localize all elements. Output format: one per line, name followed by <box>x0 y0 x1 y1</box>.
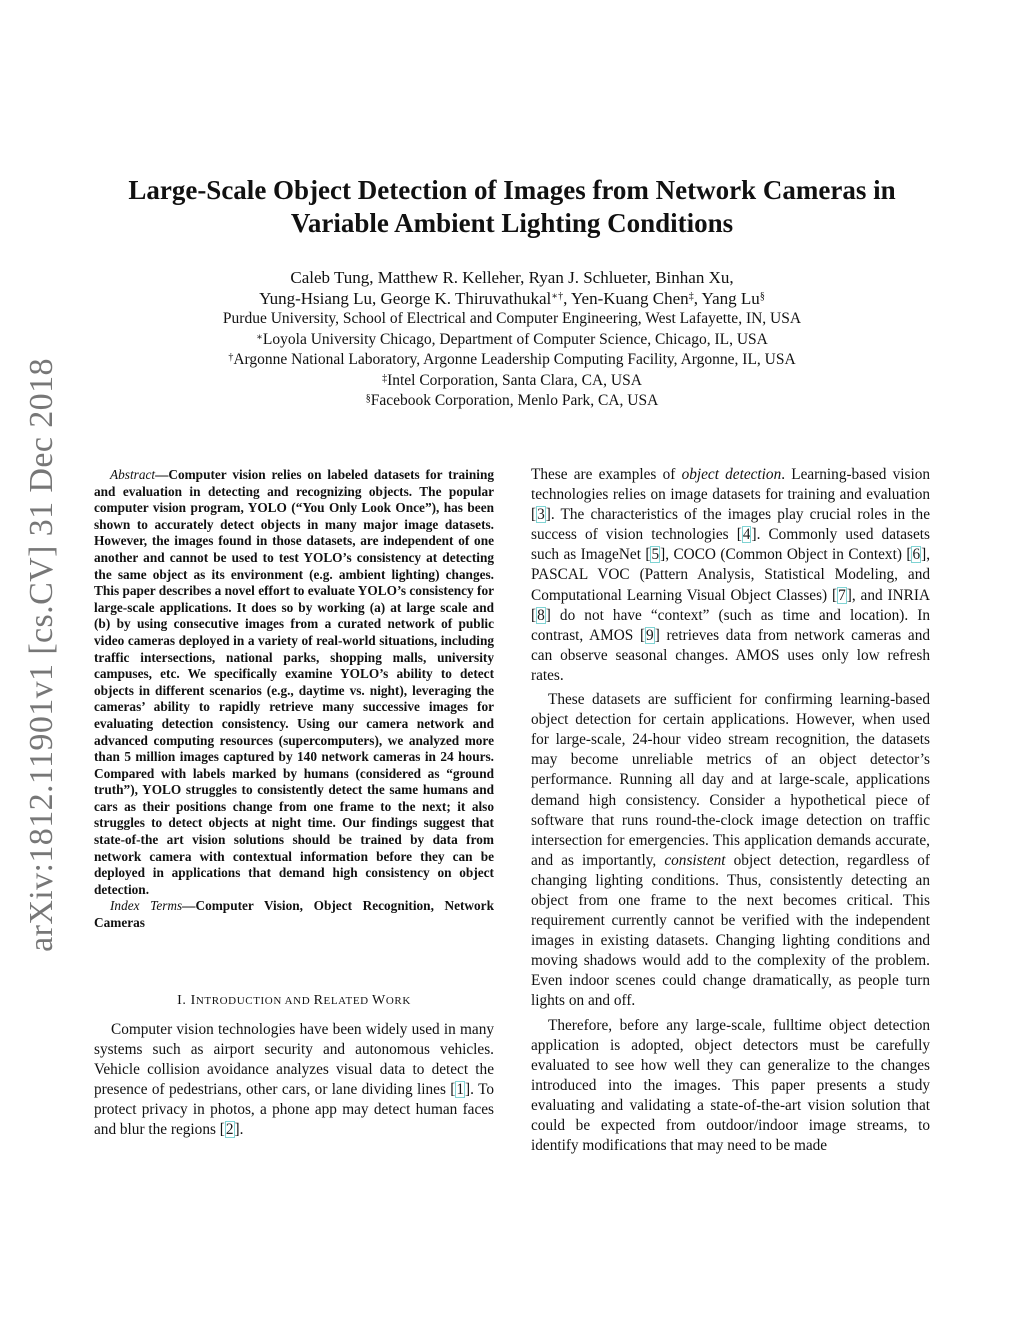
section-title-part: ELATED <box>323 994 373 1007</box>
intro-paragraph-3 <box>531 690 930 1012</box>
affiliation-mark: § <box>365 393 371 404</box>
abstract-label: Abstract <box>110 467 156 482</box>
affiliation-purdue <box>140 309 884 330</box>
paragraph-text: Computer vision technologies have been widely used in many systems such as airport security and autonomous vehicles. Vehicle collision avoidance analyzes visual data to detect the presence of pedestrians, other cars, or lane dividing lines [ <box>94 1020 494 1098</box>
paragraph-text: ]. The characteristics of the images play crucial roles in the success of vision technologies [ <box>531 506 930 544</box>
affiliation-mark: ∗ <box>256 331 263 343</box>
paragraph-text: ] do not have “context” (such as time and location). In contrast, AMOS [ <box>531 606 930 644</box>
section-title-part: R <box>313 992 324 1008</box>
affiliation-loyola <box>140 330 884 351</box>
index-terms <box>94 898 494 931</box>
paragraph-text: ], and INRIA [ <box>531 586 931 624</box>
author-mark-a: ∗† <box>551 291 564 302</box>
author-mark-c: § <box>759 291 765 302</box>
citation-link-3[interactable]: 3 <box>537 506 545 524</box>
author-block <box>140 267 884 412</box>
paragraph-text: ]. Commonly used datasets such as ImageNet [ <box>531 526 930 564</box>
affiliation-text: Facebook Corporation, Menlo Park, CA, USA <box>370 392 659 409</box>
index-terms-label: Index Terms <box>110 898 183 914</box>
section-title-part: W <box>372 992 386 1008</box>
citation-link-4[interactable]: 4 <box>742 526 751 544</box>
affiliation-mark: ‡ <box>382 372 388 384</box>
citation-link-8[interactable]: 8 <box>537 606 545 624</box>
author-names-a: Yung-Hsiang Lu, George K. Thiruvathukal <box>259 289 552 308</box>
paragraph-text: ], PASCAL VOC (Pattern Analysis, Statistical Modeling, and Computational Learning Visual Object Classes) [ <box>531 546 931 604</box>
affiliation-text: Intel Corporation, Santa Clara, CA, USA <box>387 371 642 389</box>
section-number: I. <box>177 992 191 1008</box>
paragraph-text: These are examples of <box>531 466 682 483</box>
section-title-part: NTRODUCTION AND <box>195 994 314 1007</box>
paragraph-text: These datasets are sufficient for confirming learning-based object detection for certain applications. However, when used for large-scale, 24-hour video stream recognition, the datasets may become unreliable metrics of an object detector’s performance. Running all day and at large-scale, applications demand high consistency. Consider a hypothetical piece of software that runs round-the-clock image detection on traffic intersection for emergencies. This application demands accurate, and as importantly, <box>531 691 930 869</box>
intro-paragraph-2 <box>531 465 930 686</box>
paragraph-text: object detection, regardless of changing lighting conditions. Thus, consistently detecting an object from one frame to the next becomes critical. This requirement currently cannot be verified with the independent images in existing datasets. Changing lighting conditions and moving shadows would add to the complexity of the problem. Even indoor scenes could change dramatically, as people turn lights on and off. <box>531 851 930 1010</box>
author-names-b: , Yen-Kuang Chen <box>563 289 689 308</box>
paper-title: Large-Scale Object Detection of Images from Network Cameras in Variable Ambient Lighting Conditions <box>128 175 896 238</box>
citation-link-6[interactable]: 6 <box>912 546 921 564</box>
citation-link-9[interactable]: 9 <box>646 626 654 644</box>
paragraph-text: ], COCO (Common Object in Context) [ <box>660 546 912 564</box>
abstract <box>94 467 494 898</box>
emphasis-text: consistent <box>664 851 726 869</box>
left-column <box>94 467 494 1140</box>
arxiv-identifier: arXiv:1812.11901v1 [cs.CV] 31 Dec 2018 <box>23 358 60 952</box>
section-title-part: ORK <box>385 994 411 1007</box>
author-line-1: Caleb Tung, Matthew R. Kelleher, Ryan J. Schlueter, Binhan Xu, <box>290 268 734 287</box>
index-terms-text: —Computer Vision, Object Recognition, Network Cameras <box>94 898 494 931</box>
paragraph-text: ]. To protect privacy in photos, a phone app may detect human faces and blur the regions [ <box>94 1080 494 1139</box>
citation-link-1[interactable]: 1 <box>456 1080 465 1098</box>
author-mark-b: ‡ <box>688 291 694 302</box>
paragraph-text: ]. <box>234 1121 244 1139</box>
right-column <box>531 465 930 1160</box>
citation-link-2[interactable]: 2 <box>225 1121 234 1139</box>
section-title-part: I <box>190 992 196 1008</box>
intro-paragraph-4: Therefore, before any large-scale, fulltime object detection application is adopted, object detectors must be carefully evaluated to see how well they can generalize to the changes introduced into the images. This paper presents a study evaluating and validating a state-of-the-art vision solution that could be expected from outdoor/indoor image streams, to identify modifications that may need to be made <box>531 1016 930 1155</box>
affiliation-text: Argonne National Laboratory, Argonne Leadership Computing Facility, Argonne, IL, USA <box>233 351 796 368</box>
intro-paragraph-1 <box>94 1020 494 1141</box>
section-heading-introduction <box>94 992 494 1010</box>
author-names-c: , Yang Lu <box>693 289 760 308</box>
affiliation-text: Purdue University, School of Electrical and Computer Engineering, West Lafayette, IN, USA <box>222 310 802 327</box>
emphasis-text: object detection <box>681 466 782 483</box>
affiliation-argonne <box>140 350 884 371</box>
citation-link-5[interactable]: 5 <box>651 546 660 564</box>
affiliation-mark: † <box>228 352 234 363</box>
affiliation-facebook <box>140 391 884 412</box>
affiliation-text: Loyola University Chicago, Department of Computer Science, Chicago, IL, USA <box>262 330 768 348</box>
author-line-2 <box>140 288 884 309</box>
affiliation-intel <box>140 371 884 392</box>
abstract-text: —Computer vision relies on labeled datasets for training and evaluation in detecting and recognizing objects. The popular computer vision program, YOLO (“You Only Look Once”), has been shown to accurately detect objects in many major image datasets. However, the images found in those datasets, are independent of one another and cannot be used to test YOLO’s consistency at detecting the same object as its environment (e.g. ambient lighting) changes. This paper describes a novel effort to evaluate YOLO’s consistency for large-scale applications. It does so by working (a) at large scale and (b) by using consecutive images from a curated network of public video cameras deployed in a variety of real-world situations, including traffic intersections, national parks, shopping malls, university campuses, etc. We specifically examine YOLO’s ability to detect objects in different scenarios (e.g., daytime vs. night), leveraging the cameras’ ability to rapidly retrieve many successive images for evaluating detection consistency. Using our camera network and advanced computing resources (supercomputers), we analyzed more than 5 million images captured by 140 network cameras in 24 hours. Compared with labels marked by humans (considered as “ground truth”), YOLO struggles to consistently detect the same humans and cars as their positions change from one frame to the next; it also struggles to detect objects at night time. Our findings suggest that state-of-the art vision solutions should be trained by data from network camera with contextual information before they can be deployed in applications that demand high consistency on object detection. <box>94 467 494 897</box>
paragraph-text: ] retrieves data from network cameras and can observe seasonal changes. AMOS uses only low refresh rates. <box>531 626 930 684</box>
citation-link-7[interactable]: 7 <box>838 586 846 604</box>
paragraph-text: . Learning-based vision technologies relies on image datasets for training and evaluation [ <box>531 466 930 524</box>
